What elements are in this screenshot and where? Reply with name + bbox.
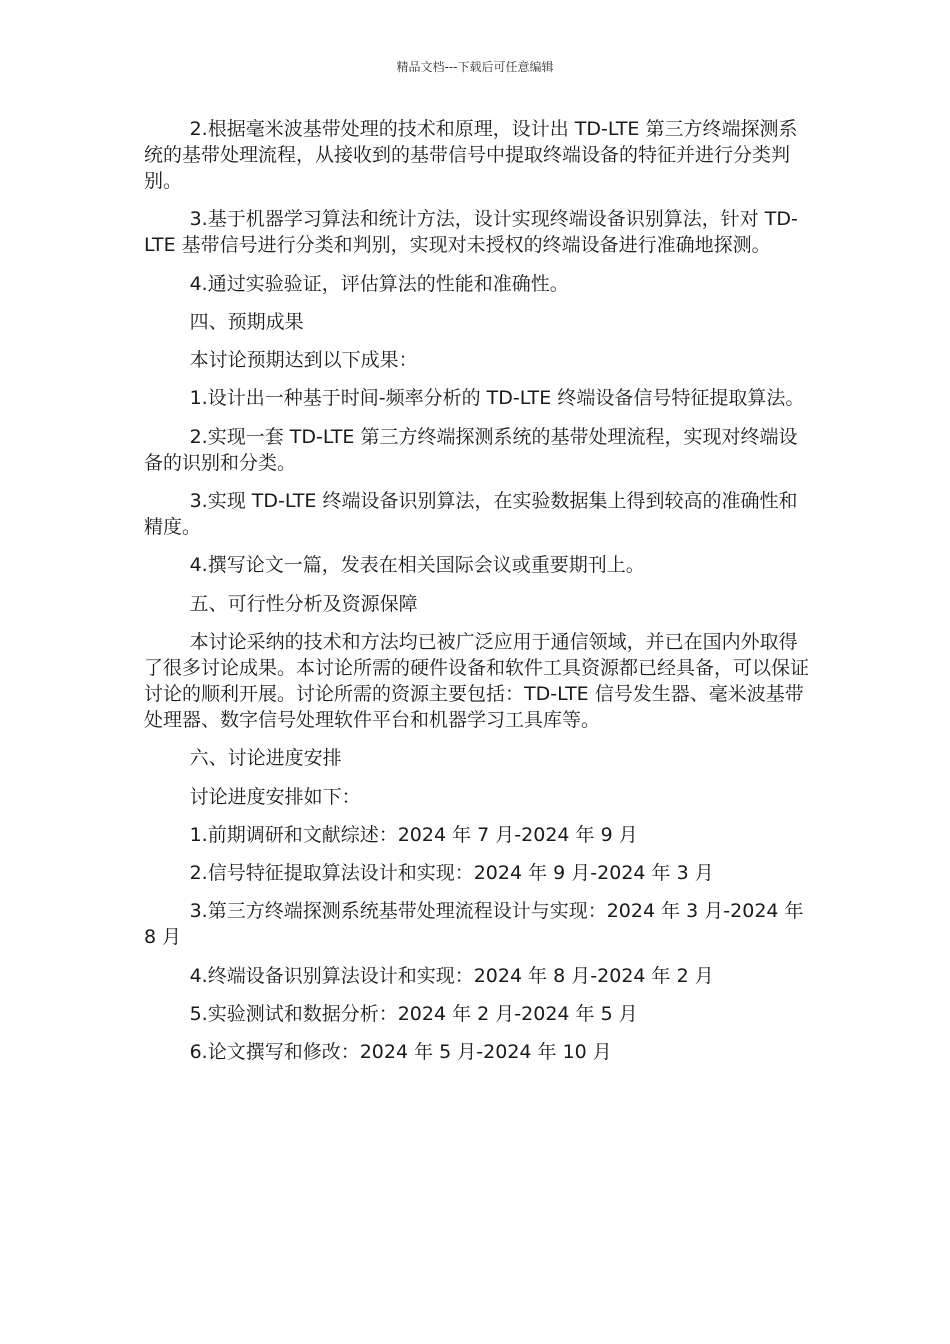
- paragraph-schedule-intro: 讨论进度安排如下：: [189, 785, 361, 808]
- paragraph-feasibility: 本讨论采纳的技术和方法均已被广泛应用于通信领域，并已在国内外取得了很多讨论成果。本讨论所需的硬件设备和软件工具资源都已经具备，可以保证讨论的顺利开展。讨论所需的资源主要包括：TD-LTE 信号发生器、毫米波基带处理器、数字信号处理软件平台和机器学习工具库等。: [144, 630, 810, 731]
- paragraph-schedule-3: 3.第三方终端探测系统基带处理流程设计与实现：2024 年 3 月-2024 年 8 月: [144, 900, 804, 949]
- paragraph-schedule-6: 6.论文撰写和修改：2024 年 5 月-2024 年 10 月: [189, 1041, 612, 1064]
- paragraph-results-intro: 本讨论预期达到以下成果：: [189, 349, 418, 372]
- paragraph-schedule-1: 1.前期调研和文献综述：2024 年 7 月-2024 年 9 月: [189, 823, 638, 846]
- page-header: 精品文档---下载后可任意编辑: [396, 60, 554, 74]
- section-heading-expected-results: 四、预期成果: [189, 310, 304, 333]
- paragraph-objective-3: 3.基于机器学习算法和统计方法，设计实现终端设备识别算法，针对 TD-LTE 基带信号进行分类和判别，实现对未授权的终端设备进行准确地探测。: [144, 208, 798, 257]
- paragraph-schedule-4: 4.终端设备识别算法设计和实现：2024 年 8 月-2024 年 2 月: [189, 964, 714, 987]
- paragraph-schedule-2: 2.信号特征提取算法设计和实现：2024 年 9 月-2024 年 3 月: [189, 862, 714, 885]
- paragraph-result-2: 2.实现一套 TD-LTE 第三方终端探测系统的基带处理流程，实现对终端设备的识别和分类。: [144, 425, 798, 474]
- paragraph-result-1: 1.设计出一种基于时间-频率分析的 TD-LTE 终端设备信号特征提取算法。: [189, 387, 805, 410]
- paragraph-objective-2: 2.根据毫米波基带处理的技术和原理，设计出 TD-LTE 第三方终端探测系统的基带处理流程，从接收到的基带信号中提取终端设备的特征并进行分类判别。: [144, 118, 798, 192]
- paragraph-schedule-5: 5.实验测试和数据分析：2024 年 2 月-2024 年 5 月: [189, 1003, 638, 1026]
- section-heading-schedule: 六、讨论进度安排: [189, 747, 342, 770]
- paragraph-objective-4: 4.通过实验验证，评估算法的性能和准确性。: [189, 272, 569, 295]
- document-body: [144, 116, 810, 1078]
- paragraph-result-4: 4.撰写论文一篇，发表在相关国际会议或重要期刊上。: [189, 554, 645, 577]
- paragraph-result-3: 3.实现 TD-LTE 终端设备识别算法，在实验数据集上得到较高的准确性和精度。: [144, 490, 798, 539]
- section-heading-feasibility: 五、可行性分析及资源保障: [189, 592, 418, 615]
